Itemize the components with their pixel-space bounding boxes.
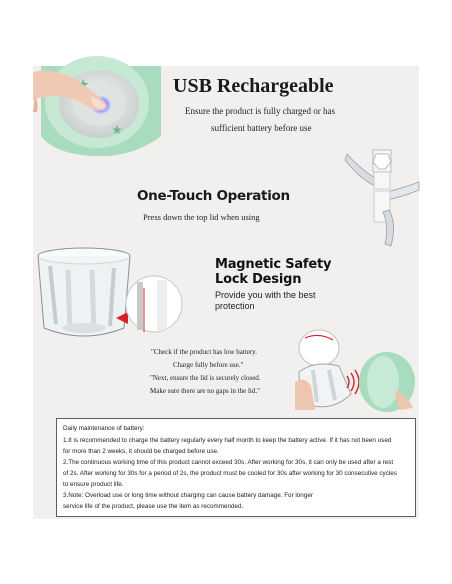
maintenance-line: 2.The continuous working time of this product cannot exceed 30s. After working for 30s, it can only be used after a rest — [63, 459, 394, 466]
magnetic-lock-description-line-1: Provide you with the best — [215, 290, 316, 300]
maintenance-line: service life of the product, please use the item as recommended. — [63, 503, 244, 510]
maintenance-line: 3.Note: Overload use or long time without charging can cause battery damage. For longer — [63, 492, 313, 499]
one-touch-operation-title: One-Touch Operation — [137, 188, 290, 204]
magnetic-lock-description-line-2: protection — [215, 301, 255, 311]
usb-description-line-1: Ensure the product is fully charged or has — [185, 106, 336, 116]
one-touch-operation-subtitle: Press down the top lid when using — [143, 212, 260, 222]
blade-illustration — [345, 150, 419, 250]
lid-closing-illustration — [295, 330, 415, 412]
check-note-line-4: Make sure there are no gaps in the lid." — [150, 387, 260, 395]
magnetic-lock-title-line-1: Magnetic Safety — [215, 257, 332, 272]
check-note-line-2: Charge fully before use." — [173, 361, 244, 369]
battery-maintenance-box — [56, 418, 416, 517]
maintenance-heading: Daily maintenance of battery: — [63, 425, 145, 432]
maintenance-line: 1.It is recommended to charge the battery regularly every half month to keep the battery active. If it has not been used — [63, 437, 392, 444]
usb-description-line-2: sufficient battery before use — [211, 123, 312, 133]
bowl-illustration — [36, 248, 186, 344]
usb-rechargeable-title: USB Rechargeable — [173, 75, 334, 97]
check-note-line-3: "Next, ensure the lid is securely closed. — [150, 374, 261, 382]
maintenance-line: to ensure product life. — [63, 481, 124, 488]
maintenance-line: for more than 2 weeks, it should be charged before use. — [63, 448, 219, 455]
maintenance-line: of 2s. After working for 30s for a period of 2s, the product must be cooled for 30s after working for 30 consecutive cycles — [63, 470, 397, 477]
chopper-top-illustration — [33, 66, 163, 161]
magnetic-lock-title-line-2: Lock Design — [215, 272, 302, 287]
check-note-line-1: "Check if the product has low battery. — [151, 348, 258, 356]
